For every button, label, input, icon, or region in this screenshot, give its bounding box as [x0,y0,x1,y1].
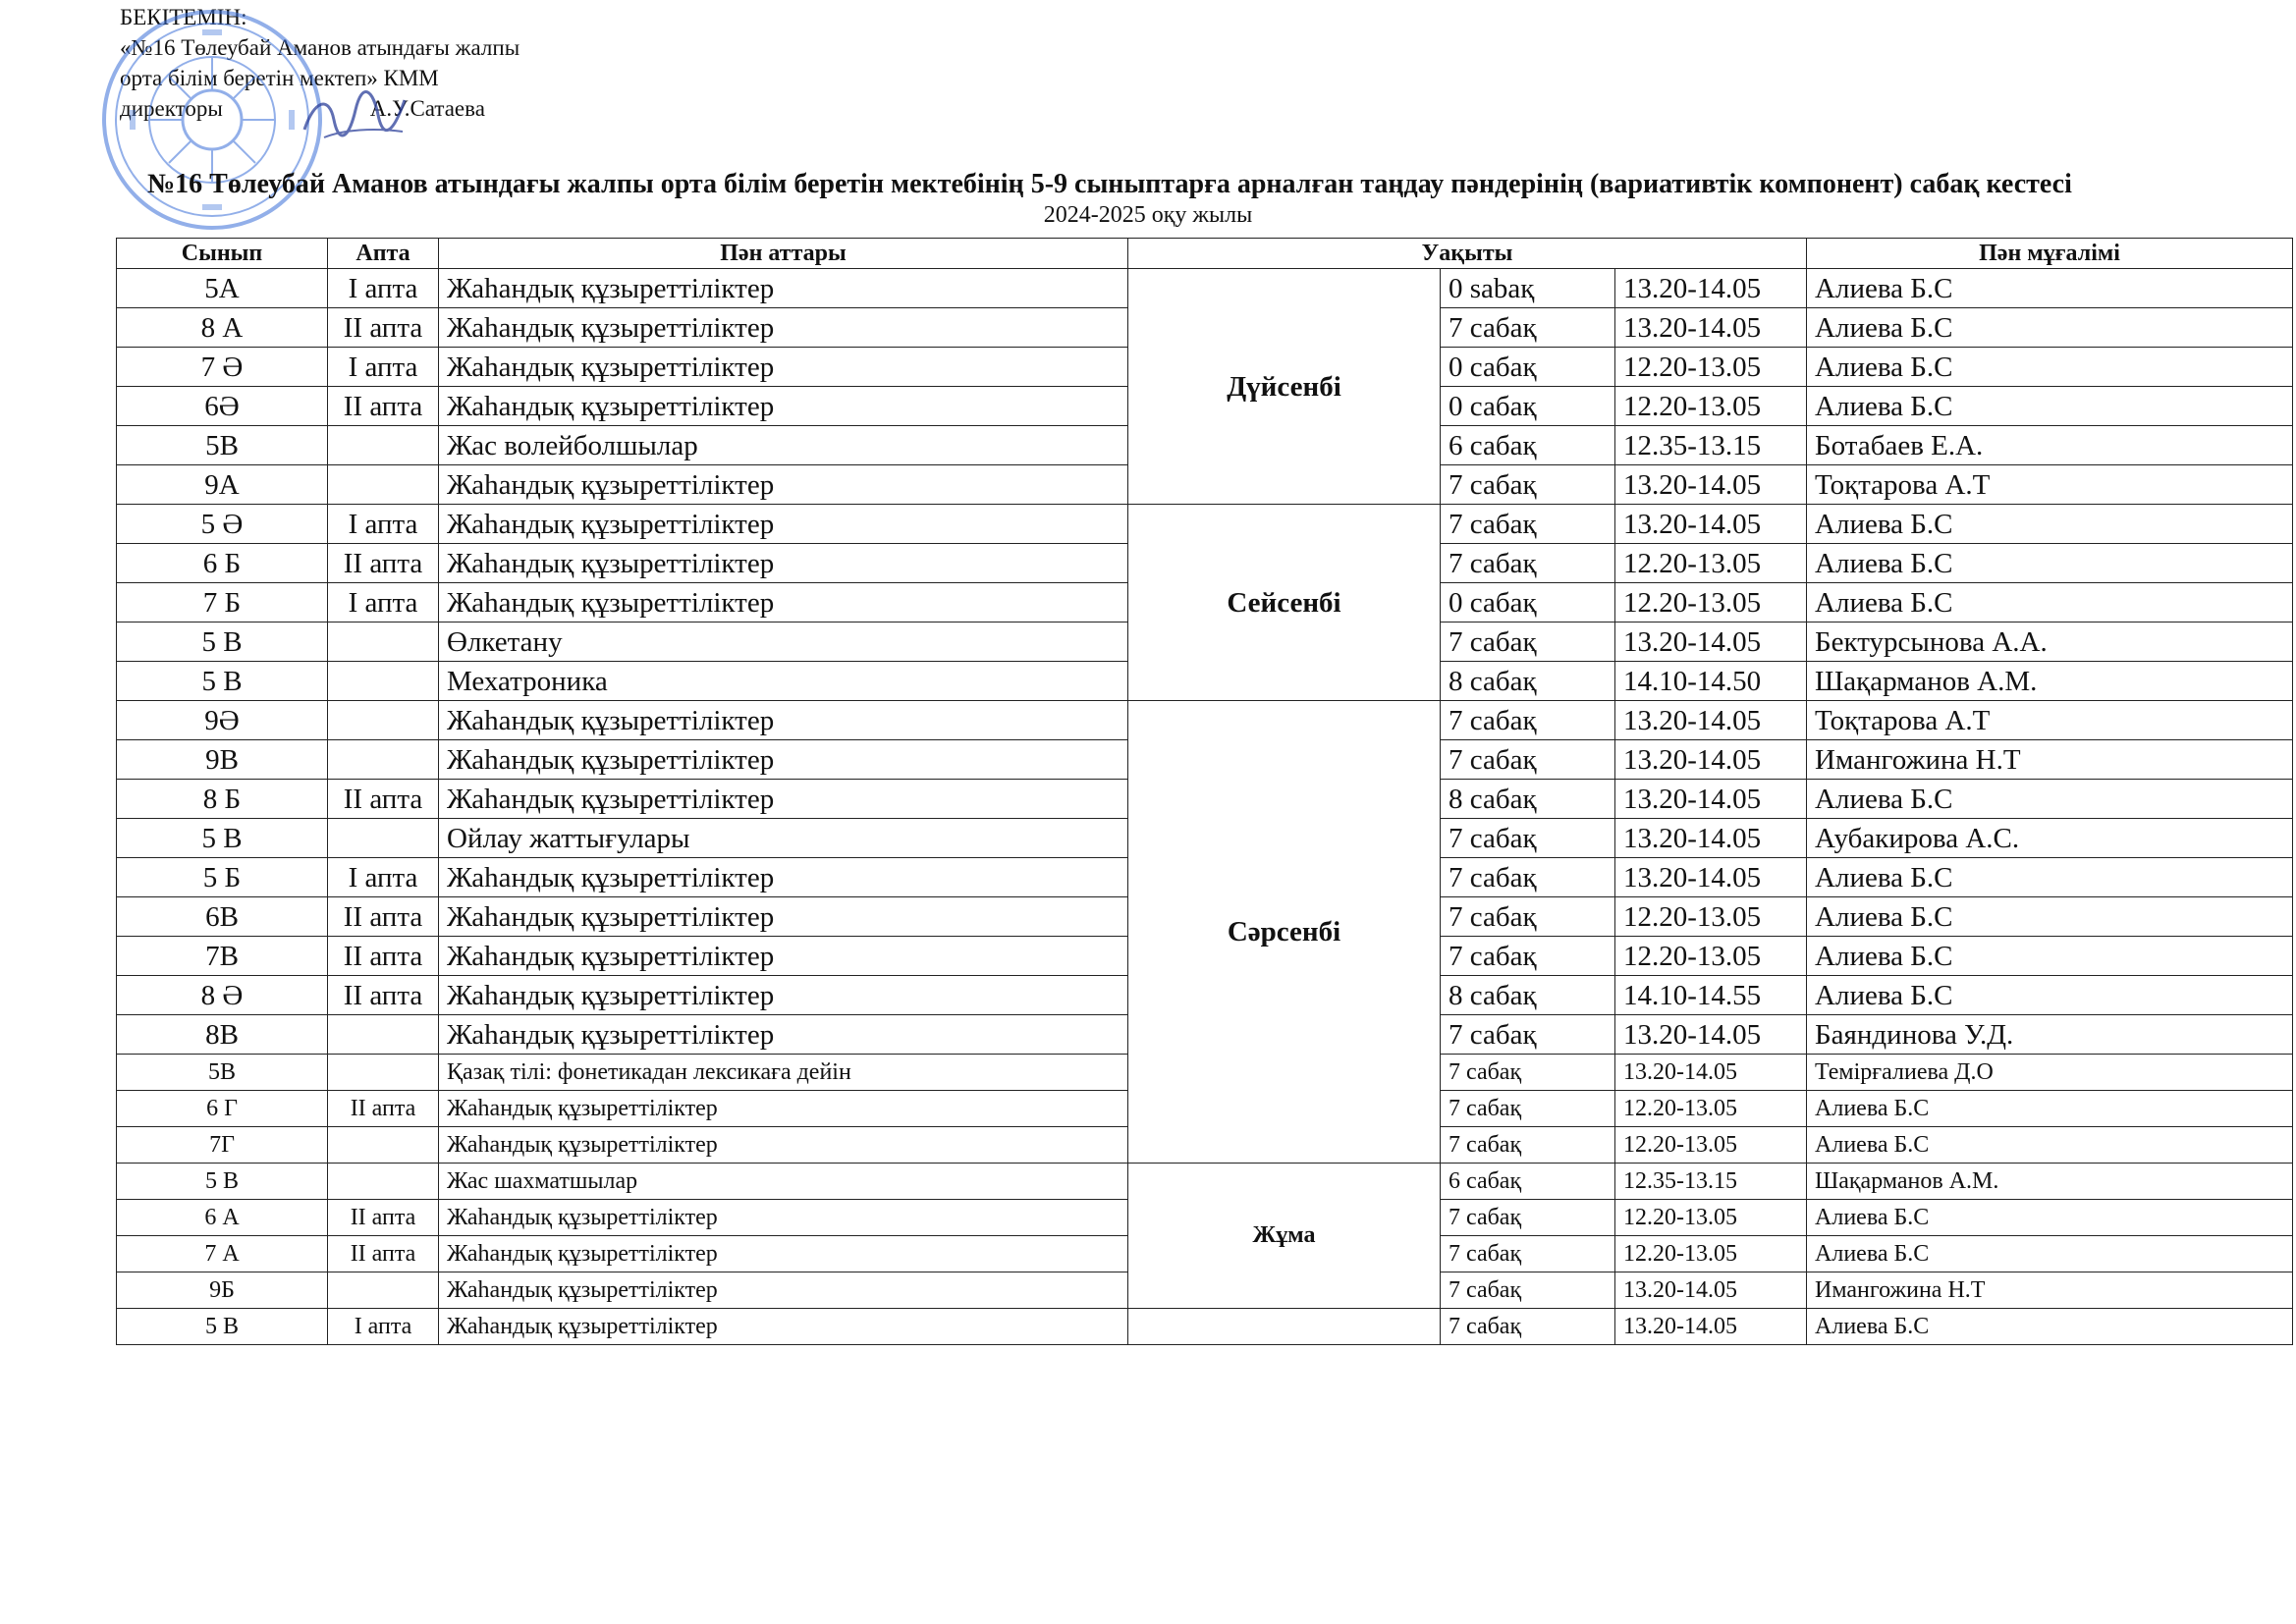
cell-teacher: Тоқтарова А.Т [1807,465,2293,505]
cell-class: 9А [117,465,328,505]
cell-week: ІІ апта [328,544,439,583]
cell-time: 12.20-13.05 [1615,387,1807,426]
cell-week: І апта [328,1309,439,1345]
cell-time: 13.20-14.05 [1615,269,1807,308]
cell-class: 8 А [117,308,328,348]
approval-line-1: «№16 Төлеубай Аманов атындағы жалпы [120,35,520,60]
cell-time: 13.20-14.05 [1615,1272,1807,1309]
cell-time: 13.20-14.05 [1615,701,1807,740]
cell-week: ІІ апта [328,937,439,976]
cell-time: 12.35-13.15 [1615,426,1807,465]
cell-subject: Жаһандық құзыреттіліктер [439,1127,1128,1164]
cell-class: 6В [117,897,328,937]
table-row [117,269,2293,308]
cell-week: ІІ апта [328,1091,439,1127]
cell-subject: Жаһандық құзыреттіліктер [439,387,1128,426]
cell-lesson: 7 сабақ [1441,740,1615,780]
cell-subject: Жас волейболшылар [439,426,1128,465]
cell-lesson: 8 сабақ [1441,976,1615,1015]
cell-time: 13.20-14.05 [1615,780,1807,819]
cell-lesson: 7 сабақ [1441,308,1615,348]
cell-week: ІІ апта [328,1236,439,1272]
cell-week [328,740,439,780]
cell-lesson: 7 сабақ [1441,623,1615,662]
table-header-row [117,239,2293,269]
cell-subject: Жаһандық құзыреттіліктер [439,858,1128,897]
cell-week [328,1272,439,1309]
cell-class: 5 Ә [117,505,328,544]
document-title: №16 Төлеубай Аманов атындағы жалпы орта білім беретін мектебінің 5-9 сыныптарға арналған таңдау пәндерінің (вариативтік компонент) сабақ кестесі [147,169,2072,199]
cell-teacher: Алиева Б.С [1807,1127,2293,1164]
cell-teacher: Алиева Б.С [1807,780,2293,819]
cell-teacher: Алиева Б.С [1807,308,2293,348]
cell-day-empty [1128,1309,1441,1345]
cell-class: 5 В [117,1309,328,1345]
cell-class: 5В [117,426,328,465]
cell-class: 9Ә [117,701,328,740]
cell-time: 13.20-14.05 [1615,1055,1807,1091]
cell-class: 6Ә [117,387,328,426]
cell-teacher: Алиева Б.С [1807,976,2293,1015]
cell-teacher: Алиева Б.С [1807,1200,2293,1236]
cell-week: ІІ апта [328,976,439,1015]
cell-class: 6 А [117,1200,328,1236]
cell-time: 13.20-14.05 [1615,740,1807,780]
director-name: А.У.Сатаева [369,96,485,121]
cell-subject: Жаһандық құзыреттіліктер [439,583,1128,623]
cell-week [328,1127,439,1164]
director-label: директоры [120,96,223,121]
day-tuesday: Сейсенбі [1128,505,1441,701]
cell-subject: Жаһандық құзыреттіліктер [439,1236,1128,1272]
cell-subject: Жаһандық құзыреттіліктер [439,465,1128,505]
cell-teacher: Алиева Б.С [1807,1309,2293,1345]
cell-week: ІІ апта [328,897,439,937]
cell-week [328,623,439,662]
cell-subject: Жаһандық құзыреттіліктер [439,701,1128,740]
cell-subject: Жаһандық құзыреттіліктер [439,544,1128,583]
table-row [117,505,2293,544]
cell-week: ІІ апта [328,1200,439,1236]
header-teacher: Пән мұғалімі [1807,239,2293,269]
cell-teacher: Имангожина Н.Т [1807,1272,2293,1309]
cell-subject: Жаһандық құзыреттіліктер [439,1015,1128,1055]
cell-teacher: Алиева Б.С [1807,544,2293,583]
cell-subject: Жаһандық құзыреттіліктер [439,976,1128,1015]
cell-class: 8В [117,1015,328,1055]
cell-subject: Жаһандық құзыреттіліктер [439,897,1128,937]
cell-subject: Қазақ тілі: фонетикадан лексикаға дейін [439,1055,1128,1091]
approval-heading: БЕКІТЕМІН: [120,5,247,29]
cell-teacher: Алиева Б.С [1807,937,2293,976]
cell-lesson: 0 сабақ [1441,387,1615,426]
cell-subject: Өлкетану [439,623,1128,662]
cell-subject: Жаһандық құзыреттіліктер [439,348,1128,387]
cell-subject: Жаһандық құзыреттіліктер [439,505,1128,544]
cell-week: І апта [328,858,439,897]
cell-teacher: Темірғалиева Д.О [1807,1055,2293,1091]
table-row [117,701,2293,740]
cell-teacher: Алиева Б.С [1807,583,2293,623]
cell-class: 7 Б [117,583,328,623]
cell-teacher: Бектурсынова А.А. [1807,623,2293,662]
cell-subject: Жаһандық құзыреттіліктер [439,1091,1128,1127]
cell-week [328,426,439,465]
cell-subject: Жаһандық құзыреттіліктер [439,1309,1128,1345]
cell-week: ІІ апта [328,308,439,348]
header-week: Апта [328,239,439,269]
cell-lesson: 6 сабақ [1441,426,1615,465]
day-friday: Жұма [1128,1164,1441,1309]
cell-lesson: 7 сабақ [1441,1055,1615,1091]
cell-time: 12.20-13.05 [1615,583,1807,623]
cell-week: І апта [328,269,439,308]
cell-subject: Жаһандық құзыреттіліктер [439,1272,1128,1309]
cell-teacher: Шақарманов А.М. [1807,1164,2293,1200]
cell-week [328,465,439,505]
cell-subject: Жаһандық құзыреттіліктер [439,269,1128,308]
cell-time: 14.10-14.55 [1615,976,1807,1015]
cell-subject: Ойлау жаттығулары [439,819,1128,858]
cell-week: ІІ апта [328,780,439,819]
cell-class: 6 Б [117,544,328,583]
cell-time: 13.20-14.05 [1615,858,1807,897]
approval-line-2: орта білім беретін мектеп» КММ [120,66,439,90]
cell-lesson: 8 сабақ [1441,780,1615,819]
cell-class: 9Б [117,1272,328,1309]
schedule-table [116,238,2293,1345]
cell-teacher: Алиева Б.С [1807,505,2293,544]
cell-lesson: 7 сабақ [1441,505,1615,544]
cell-class: 5 В [117,1164,328,1200]
cell-lesson: 7 сабақ [1441,1015,1615,1055]
cell-lesson: 7 сабақ [1441,1309,1615,1345]
cell-time: 12.20-13.05 [1615,1236,1807,1272]
cell-teacher: Алиева Б.С [1807,348,2293,387]
cell-lesson: 7 сабақ [1441,897,1615,937]
cell-teacher: Баяндинова У.Д. [1807,1015,2293,1055]
cell-time: 12.20-13.05 [1615,1091,1807,1127]
cell-subject: Мехатроника [439,662,1128,701]
cell-teacher: Имангожина Н.Т [1807,740,2293,780]
cell-time: 12.20-13.05 [1615,348,1807,387]
cell-class: 9В [117,740,328,780]
academic-year: 2024-2025 оқу жылы [1043,202,1253,228]
cell-time: 12.20-13.05 [1615,897,1807,937]
header-time: Уақыты [1128,239,1807,269]
cell-class: 7 А [117,1236,328,1272]
cell-lesson: 7 сабақ [1441,1200,1615,1236]
cell-teacher: Алиева Б.С [1807,1091,2293,1127]
cell-time: 13.20-14.05 [1615,505,1807,544]
cell-teacher: Шақарманов А.М. [1807,662,2293,701]
cell-week [328,1015,439,1055]
cell-time: 13.20-14.05 [1615,1015,1807,1055]
day-monday: Дүйсенбі [1128,269,1441,505]
cell-week: І апта [328,348,439,387]
cell-week [328,819,439,858]
cell-class: 7В [117,937,328,976]
cell-time: 12.35-13.15 [1615,1164,1807,1200]
cell-week [328,1055,439,1091]
cell-class: 5 Б [117,858,328,897]
cell-week [328,1164,439,1200]
cell-subject: Жаһандық құзыреттіліктер [439,308,1128,348]
cell-teacher: Алиева Б.С [1807,1236,2293,1272]
cell-time: 13.20-14.05 [1615,465,1807,505]
cell-lesson: 0 sabaқ [1441,269,1615,308]
header-subject: Пән аттары [439,239,1128,269]
cell-class: 6 Г [117,1091,328,1127]
cell-time: 12.20-13.05 [1615,544,1807,583]
cell-time: 13.20-14.05 [1615,623,1807,662]
cell-subject: Жаһандық құзыреттіліктер [439,937,1128,976]
cell-teacher: Аубакирова А.С. [1807,819,2293,858]
cell-lesson: 7 сабақ [1441,1236,1615,1272]
cell-time: 13.20-14.05 [1615,819,1807,858]
table-row [117,1309,2293,1345]
cell-teacher: Алиева Б.С [1807,387,2293,426]
cell-week [328,662,439,701]
cell-class: 8 Б [117,780,328,819]
cell-lesson: 0 сабақ [1441,583,1615,623]
cell-lesson: 8 сабақ [1441,662,1615,701]
cell-teacher: Тоқтарова А.Т [1807,701,2293,740]
cell-time: 12.20-13.05 [1615,1200,1807,1236]
cell-week: І апта [328,505,439,544]
cell-lesson: 0 сабақ [1441,348,1615,387]
cell-subject: Жас шахматшылар [439,1164,1128,1200]
cell-teacher: Алиева Б.С [1807,858,2293,897]
cell-lesson: 7 сабақ [1441,1127,1615,1164]
cell-class: 5 В [117,623,328,662]
cell-class: 5А [117,269,328,308]
header-class: Сынып [117,239,328,269]
cell-class: 5В [117,1055,328,1091]
cell-lesson: 7 сабақ [1441,937,1615,976]
cell-lesson: 7 сабақ [1441,858,1615,897]
cell-lesson: 7 сабақ [1441,701,1615,740]
cell-subject: Жаһандық құзыреттіліктер [439,780,1128,819]
cell-class: 7Г [117,1127,328,1164]
cell-week: І апта [328,583,439,623]
cell-lesson: 6 сабақ [1441,1164,1615,1200]
day-wednesday: Сәрсенбі [1128,701,1441,1164]
cell-lesson: 7 сабақ [1441,465,1615,505]
cell-teacher: Ботабаев Е.А. [1807,426,2293,465]
cell-time: 12.20-13.05 [1615,937,1807,976]
cell-teacher: Алиева Б.С [1807,897,2293,937]
cell-lesson: 7 сабақ [1441,819,1615,858]
cell-class: 7 Ә [117,348,328,387]
cell-class: 8 Ә [117,976,328,1015]
table-row [117,1164,2293,1200]
cell-time: 13.20-14.05 [1615,1309,1807,1345]
cell-subject: Жаһандық құзыреттіліктер [439,1200,1128,1236]
cell-class: 5 В [117,662,328,701]
cell-lesson: 7 сабақ [1441,544,1615,583]
cell-teacher: Алиева Б.С [1807,269,2293,308]
cell-lesson: 7 сабақ [1441,1272,1615,1309]
cell-week [328,701,439,740]
cell-time: 12.20-13.05 [1615,1127,1807,1164]
cell-time: 13.20-14.05 [1615,308,1807,348]
cell-subject: Жаһандық құзыреттіліктер [439,740,1128,780]
cell-time: 14.10-14.50 [1615,662,1807,701]
signature-icon [295,81,412,149]
cell-class: 5 В [117,819,328,858]
cell-lesson: 7 сабақ [1441,1091,1615,1127]
cell-week: ІІ апта [328,387,439,426]
